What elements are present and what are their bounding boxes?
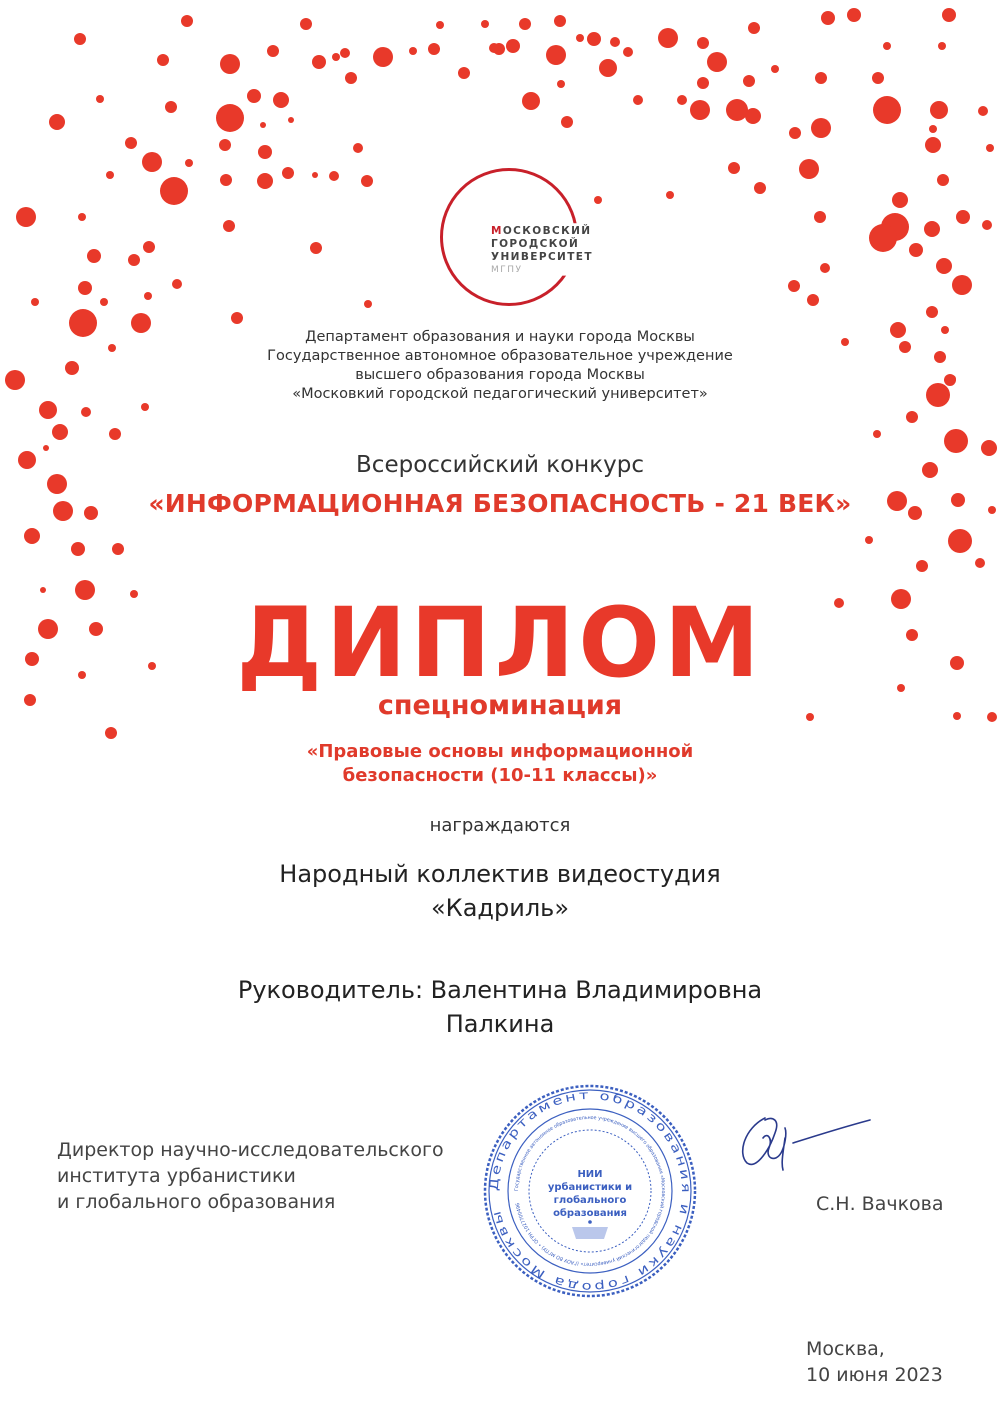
decorative-dot <box>936 258 952 274</box>
decorative-dot <box>748 22 760 34</box>
decorative-dot <box>690 100 710 120</box>
stamp-outer-text: Департамент образования и науки города Москвы <box>486 1087 694 1295</box>
signatory-title-line: и глобального образования <box>57 1191 336 1213</box>
decorative-dot <box>978 106 988 116</box>
decorative-dot <box>847 8 861 22</box>
decorative-dot <box>16 207 36 227</box>
decorative-dot <box>220 174 232 186</box>
org-line: высшего образования города Москвы <box>355 367 645 383</box>
signatory-title-line: Директор научно-исследовательского <box>57 1139 444 1161</box>
decorative-dot <box>697 37 709 49</box>
decorative-dot <box>726 99 748 121</box>
decorative-dot <box>231 312 243 324</box>
decorative-dot <box>160 177 188 205</box>
decorative-dot <box>43 445 49 451</box>
decorative-dot <box>811 118 831 138</box>
decorative-dot <box>81 407 91 417</box>
decorative-dot <box>310 242 322 254</box>
decorative-dot <box>986 144 994 152</box>
decorative-dot <box>883 42 891 50</box>
decorative-dot <box>788 280 800 292</box>
logo-line-4: МГПУ <box>491 265 523 275</box>
decorative-dot <box>481 20 489 28</box>
stamp-dot <box>588 1220 592 1224</box>
decorative-dot <box>458 67 470 79</box>
decorative-dot <box>892 192 908 208</box>
decorative-dot <box>223 220 235 232</box>
decorative-dot <box>658 28 678 48</box>
decorative-dot <box>728 162 740 174</box>
decorative-dot <box>353 143 363 153</box>
decorative-dot <box>906 411 918 423</box>
decorative-dot <box>599 59 617 77</box>
decorative-dot <box>666 191 674 199</box>
date: 10 июня 2023 <box>806 1364 943 1386</box>
decorative-dot <box>52 424 68 440</box>
decorative-dot <box>519 18 531 30</box>
decorative-dot <box>282 167 294 179</box>
decorative-dot <box>743 75 755 87</box>
decorative-dot <box>436 21 444 29</box>
decorative-dot <box>938 42 946 50</box>
decorative-dot <box>329 171 339 181</box>
decorative-dot <box>909 243 923 257</box>
decorative-dot <box>260 122 266 128</box>
decorative-dot <box>576 34 584 42</box>
decorative-dot <box>157 54 169 66</box>
decorative-dot <box>745 108 761 124</box>
decorative-dot <box>49 114 65 130</box>
recipient-name <box>0 857 1000 925</box>
signatory-title-line: института урбанистики <box>57 1165 296 1187</box>
decorative-dot <box>814 211 826 223</box>
decorative-dot <box>925 137 941 153</box>
decorative-dot <box>697 77 709 89</box>
decorative-dot <box>267 45 279 57</box>
decorative-dot <box>865 536 873 544</box>
decorative-dot <box>873 430 881 438</box>
signature-scribble <box>735 1108 875 1178</box>
decorative-dot <box>258 145 272 159</box>
decorative-dot <box>561 116 573 128</box>
decorative-dot <box>332 53 340 61</box>
special-nomination-label: спецноминация <box>377 690 623 721</box>
org-line: Государственное автономное образовательное учреждение <box>267 348 733 364</box>
decorative-dot <box>105 727 117 739</box>
decorative-dot <box>273 92 289 108</box>
stamp-center-line: образования <box>553 1208 627 1219</box>
decorative-dot <box>340 48 350 58</box>
decorative-dot <box>361 175 373 187</box>
decorative-dot <box>125 137 137 149</box>
decorative-dot <box>288 117 294 123</box>
decorative-dot <box>815 72 827 84</box>
decorative-dot <box>109 428 121 440</box>
decorative-dot <box>929 125 937 133</box>
decorative-dot <box>873 96 901 124</box>
decorative-dot <box>522 92 540 110</box>
decorative-dot <box>506 39 520 53</box>
decorative-dot <box>144 292 152 300</box>
decorative-dot <box>820 263 830 273</box>
decorative-dot <box>924 221 940 237</box>
decorative-dot <box>300 18 312 30</box>
decorative-dot <box>554 15 566 27</box>
decorative-dot <box>216 104 244 132</box>
decorative-dot <box>219 139 231 151</box>
logo-line-1: МОСКОВСКИЙ <box>491 225 592 237</box>
decorative-dot <box>165 101 177 113</box>
decorative-dot <box>872 72 884 84</box>
decorative-dot <box>944 429 968 453</box>
decorative-dot <box>96 95 104 103</box>
decorative-dot <box>489 43 499 53</box>
decorative-dot <box>106 171 114 179</box>
decorative-dot <box>428 43 440 55</box>
decorative-dot <box>916 560 928 572</box>
decorative-dot <box>633 95 643 105</box>
decorative-dot <box>172 279 182 289</box>
recipient-line: «Кадриль» <box>430 894 570 922</box>
decorative-dot <box>610 37 620 47</box>
organization-header <box>0 328 1000 404</box>
contest-title: «ИНФОРМАЦИОННАЯ БЕЗОПАСНОСТЬ - 21 ВЕК» <box>148 489 852 518</box>
decorative-dot <box>409 47 417 55</box>
decorative-dot <box>143 241 155 253</box>
university-logo <box>491 225 593 277</box>
decorative-dot <box>364 300 372 308</box>
decorative-dot <box>975 558 985 568</box>
decorative-dot <box>345 72 357 84</box>
decorative-dot <box>948 529 972 553</box>
decorative-dot <box>31 298 39 306</box>
leader-line: Палкина <box>445 1010 555 1038</box>
decorative-dot <box>181 15 193 27</box>
decorative-dot <box>373 47 393 67</box>
decorative-dot <box>78 281 92 295</box>
city: Москва, <box>806 1338 885 1360</box>
decorative-dot <box>771 65 779 73</box>
decorative-dot <box>821 11 835 25</box>
stamp-emblem <box>572 1227 608 1239</box>
signatory-title <box>57 1137 444 1215</box>
recipient-line: Народный коллектив видеостудия <box>279 860 721 888</box>
decorative-dot <box>789 127 801 139</box>
decorative-dot <box>799 159 819 179</box>
nomination-line: «Правовые основы информационной <box>306 741 694 762</box>
nomination-title <box>0 740 1000 788</box>
leader-line: Руководитель: Валентина Владимировна <box>237 976 763 1004</box>
decorative-dot <box>257 173 273 189</box>
decorative-dot <box>952 275 972 295</box>
decorative-dot <box>142 152 162 172</box>
logo-line-3: УНИВЕРСИТЕТ <box>491 251 593 263</box>
decorative-dot <box>937 174 949 186</box>
decorative-dot <box>24 528 40 544</box>
decorative-dot <box>869 224 897 252</box>
leader-name <box>0 973 1000 1041</box>
decorative-dot <box>100 298 108 306</box>
decorative-dot <box>956 210 970 224</box>
decorative-dot <box>594 196 602 204</box>
nomination-line: безопасности (10-11 классы)» <box>342 765 658 786</box>
decorative-dot <box>112 543 124 555</box>
org-line: «Московкий городской педагогический университет» <box>292 386 708 402</box>
decorative-dot <box>312 55 326 69</box>
decorative-dot <box>942 8 956 22</box>
decorative-dot <box>677 95 687 105</box>
decorative-dot <box>312 172 318 178</box>
decorative-dot <box>74 33 86 45</box>
decorative-dot <box>87 249 101 263</box>
decorative-dot <box>141 403 149 411</box>
decorative-dot <box>247 89 261 103</box>
decorative-dot <box>78 213 86 221</box>
stamp-center-line: глобального <box>553 1195 627 1206</box>
stamp-middle-text: Государственное автономное образовательное учреждение высшего образования «Московский городской педагогический университет» (ГАОУ ВО МГПУ) • ОГРН 1027700496 <box>513 1114 667 1268</box>
place-date <box>806 1336 943 1388</box>
decorative-dot <box>926 306 938 318</box>
decorative-dot <box>557 80 565 88</box>
decorative-dot <box>982 220 992 230</box>
stamp-center-line: НИИ <box>577 1169 603 1180</box>
stamp-center-line: урбанистики и <box>547 1182 633 1193</box>
contest-label: Всероссийский конкурс <box>356 452 644 478</box>
decorative-dot <box>128 254 140 266</box>
decorative-dot <box>807 294 819 306</box>
org-line: Департамент образования и науки города Москвы <box>305 329 695 345</box>
awarded-label: награждаются <box>429 815 571 836</box>
decorative-dot <box>707 52 727 72</box>
decorative-dot <box>587 32 601 46</box>
decorative-dot <box>930 101 948 119</box>
decorative-dot <box>71 542 85 556</box>
diploma-heading: ДИПЛОМ <box>236 587 764 699</box>
decorative-dot <box>754 182 766 194</box>
decorative-dot <box>185 159 193 167</box>
official-stamp <box>482 1083 698 1299</box>
decorative-dot <box>623 47 633 57</box>
signatory-name: С.Н. Вачкова <box>816 1193 944 1215</box>
decorative-dot <box>546 45 566 65</box>
logo-line-2: ГОРОДСКОЙ <box>491 238 580 250</box>
decorative-dot <box>220 54 240 74</box>
